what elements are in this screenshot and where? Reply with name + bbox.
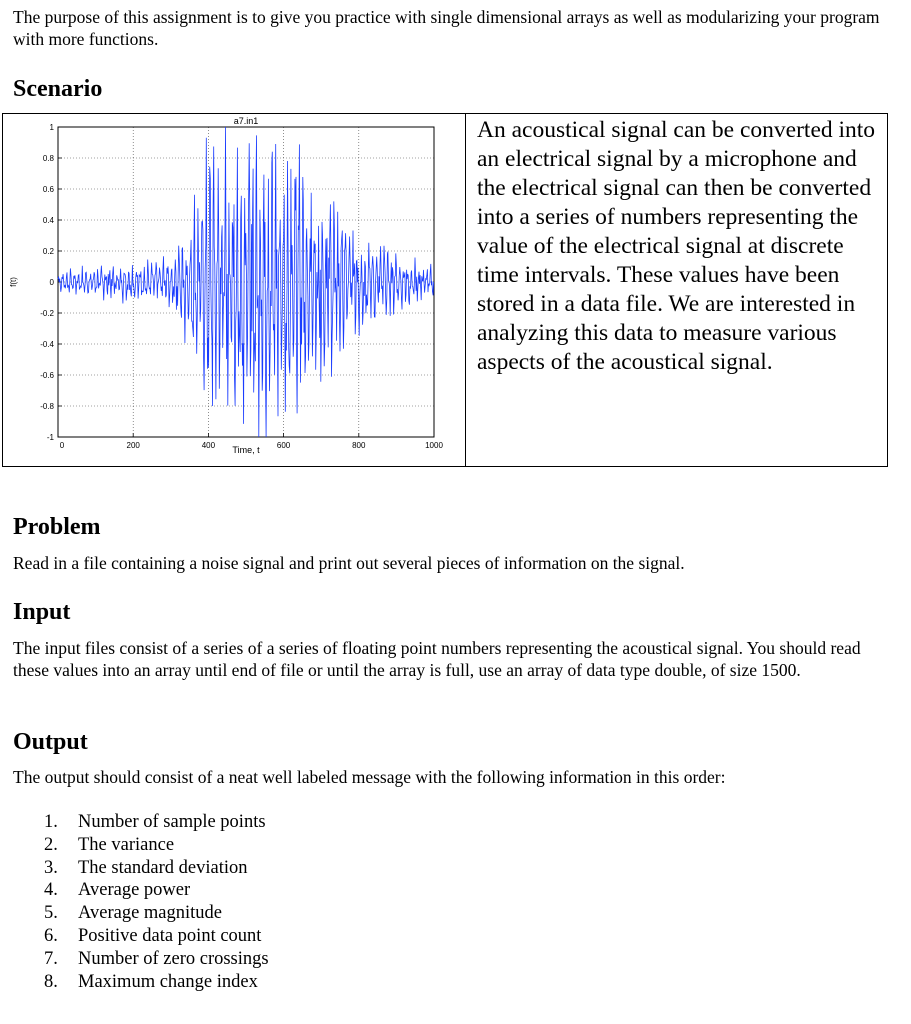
list-item <box>44 879 269 902</box>
y-tick-label: -0.6 <box>40 371 54 380</box>
list-item-text: The variance <box>78 834 175 855</box>
list-item-text: The standard deviation <box>78 857 248 878</box>
list-item <box>44 811 269 834</box>
list-item <box>44 948 269 971</box>
list-number: 7. <box>44 948 58 969</box>
problem-text: Read in a file containing a noise signal and print out several pieces of information on the signal. <box>13 553 685 573</box>
x-axis-label: Time, t <box>232 445 260 455</box>
list-item-text: Average magnitude <box>78 903 222 924</box>
list-item <box>44 971 269 994</box>
list-number: 4. <box>44 880 58 901</box>
x-tick-label: 200 <box>126 441 140 450</box>
list-number: 2. <box>44 834 58 855</box>
x-tick-label: 600 <box>276 441 291 450</box>
scenario-heading: Scenario <box>13 76 103 102</box>
list-item <box>44 834 269 857</box>
output-text: The output should consist of a neat well labeled message with the following information in this order: <box>13 767 726 787</box>
list-item <box>44 857 269 880</box>
y-tick-label: -0.2 <box>40 309 54 318</box>
scenario-text: An acoustical signal can be converted into an electrical signal by a microphone and the electrical signal can then be converted into a series of numbers representing the value of the electrical signal at discrete time intervals. These values have been stored in a data file. We are interested in analyzing this data to measure various aspects of the acoustical signal. <box>477 117 876 375</box>
y-tick-label: -0.8 <box>40 402 54 411</box>
list-item-text: Positive data point count <box>78 925 262 946</box>
x-tick-label: 400 <box>201 441 216 450</box>
output-list <box>44 811 269 993</box>
signal-series-line <box>58 127 434 437</box>
y-tick-label: -1 <box>46 433 54 442</box>
x-tick-label: 800 <box>352 441 366 450</box>
x-tick-label: 1000 <box>425 441 443 450</box>
input-text: The input files consist of a series of a series of floating point numbers representing the acoustical signal. You should read these values into an array until end of file or until the array is full, use an array of data type double, of size 1500. <box>13 638 861 680</box>
scenario-table <box>2 113 888 467</box>
y-tick-label: 0.8 <box>42 154 54 163</box>
list-item <box>44 925 269 948</box>
list-item-text: Maximum change index <box>78 971 258 992</box>
y-tick-label: 1 <box>49 123 54 132</box>
chart-cell <box>3 114 466 466</box>
list-item-text: Average power <box>78 880 191 901</box>
list-number: 5. <box>44 903 58 924</box>
list-number: 6. <box>44 925 58 946</box>
y-tick-label: 0.6 <box>42 185 54 194</box>
input-heading: Input <box>13 599 71 625</box>
y-axis-label: f(t) <box>9 277 18 287</box>
problem-heading: Problem <box>13 514 101 540</box>
intro-paragraph: The purpose of this assignment is to give you practice with single dimensional arrays as well as modularizing your program with more functions. <box>13 7 880 49</box>
y-tick-label: 0.2 <box>42 247 54 256</box>
y-tick-label: 0.4 <box>42 216 54 225</box>
list-item <box>44 902 269 925</box>
list-number: 3. <box>44 857 58 878</box>
list-number: 8. <box>44 971 58 992</box>
y-tick-label: 0 <box>49 278 54 287</box>
list-number: 1. <box>44 812 58 832</box>
list-item-text: Number of zero crossings <box>78 948 269 969</box>
output-heading: Output <box>13 729 88 755</box>
list-item-text: Number of sample points <box>78 812 266 832</box>
chart-title: a7.in1 <box>233 116 259 126</box>
signal-chart <box>3 114 465 466</box>
y-tick-label: -0.4 <box>40 340 54 349</box>
x-tick-label: 0 <box>59 441 65 450</box>
